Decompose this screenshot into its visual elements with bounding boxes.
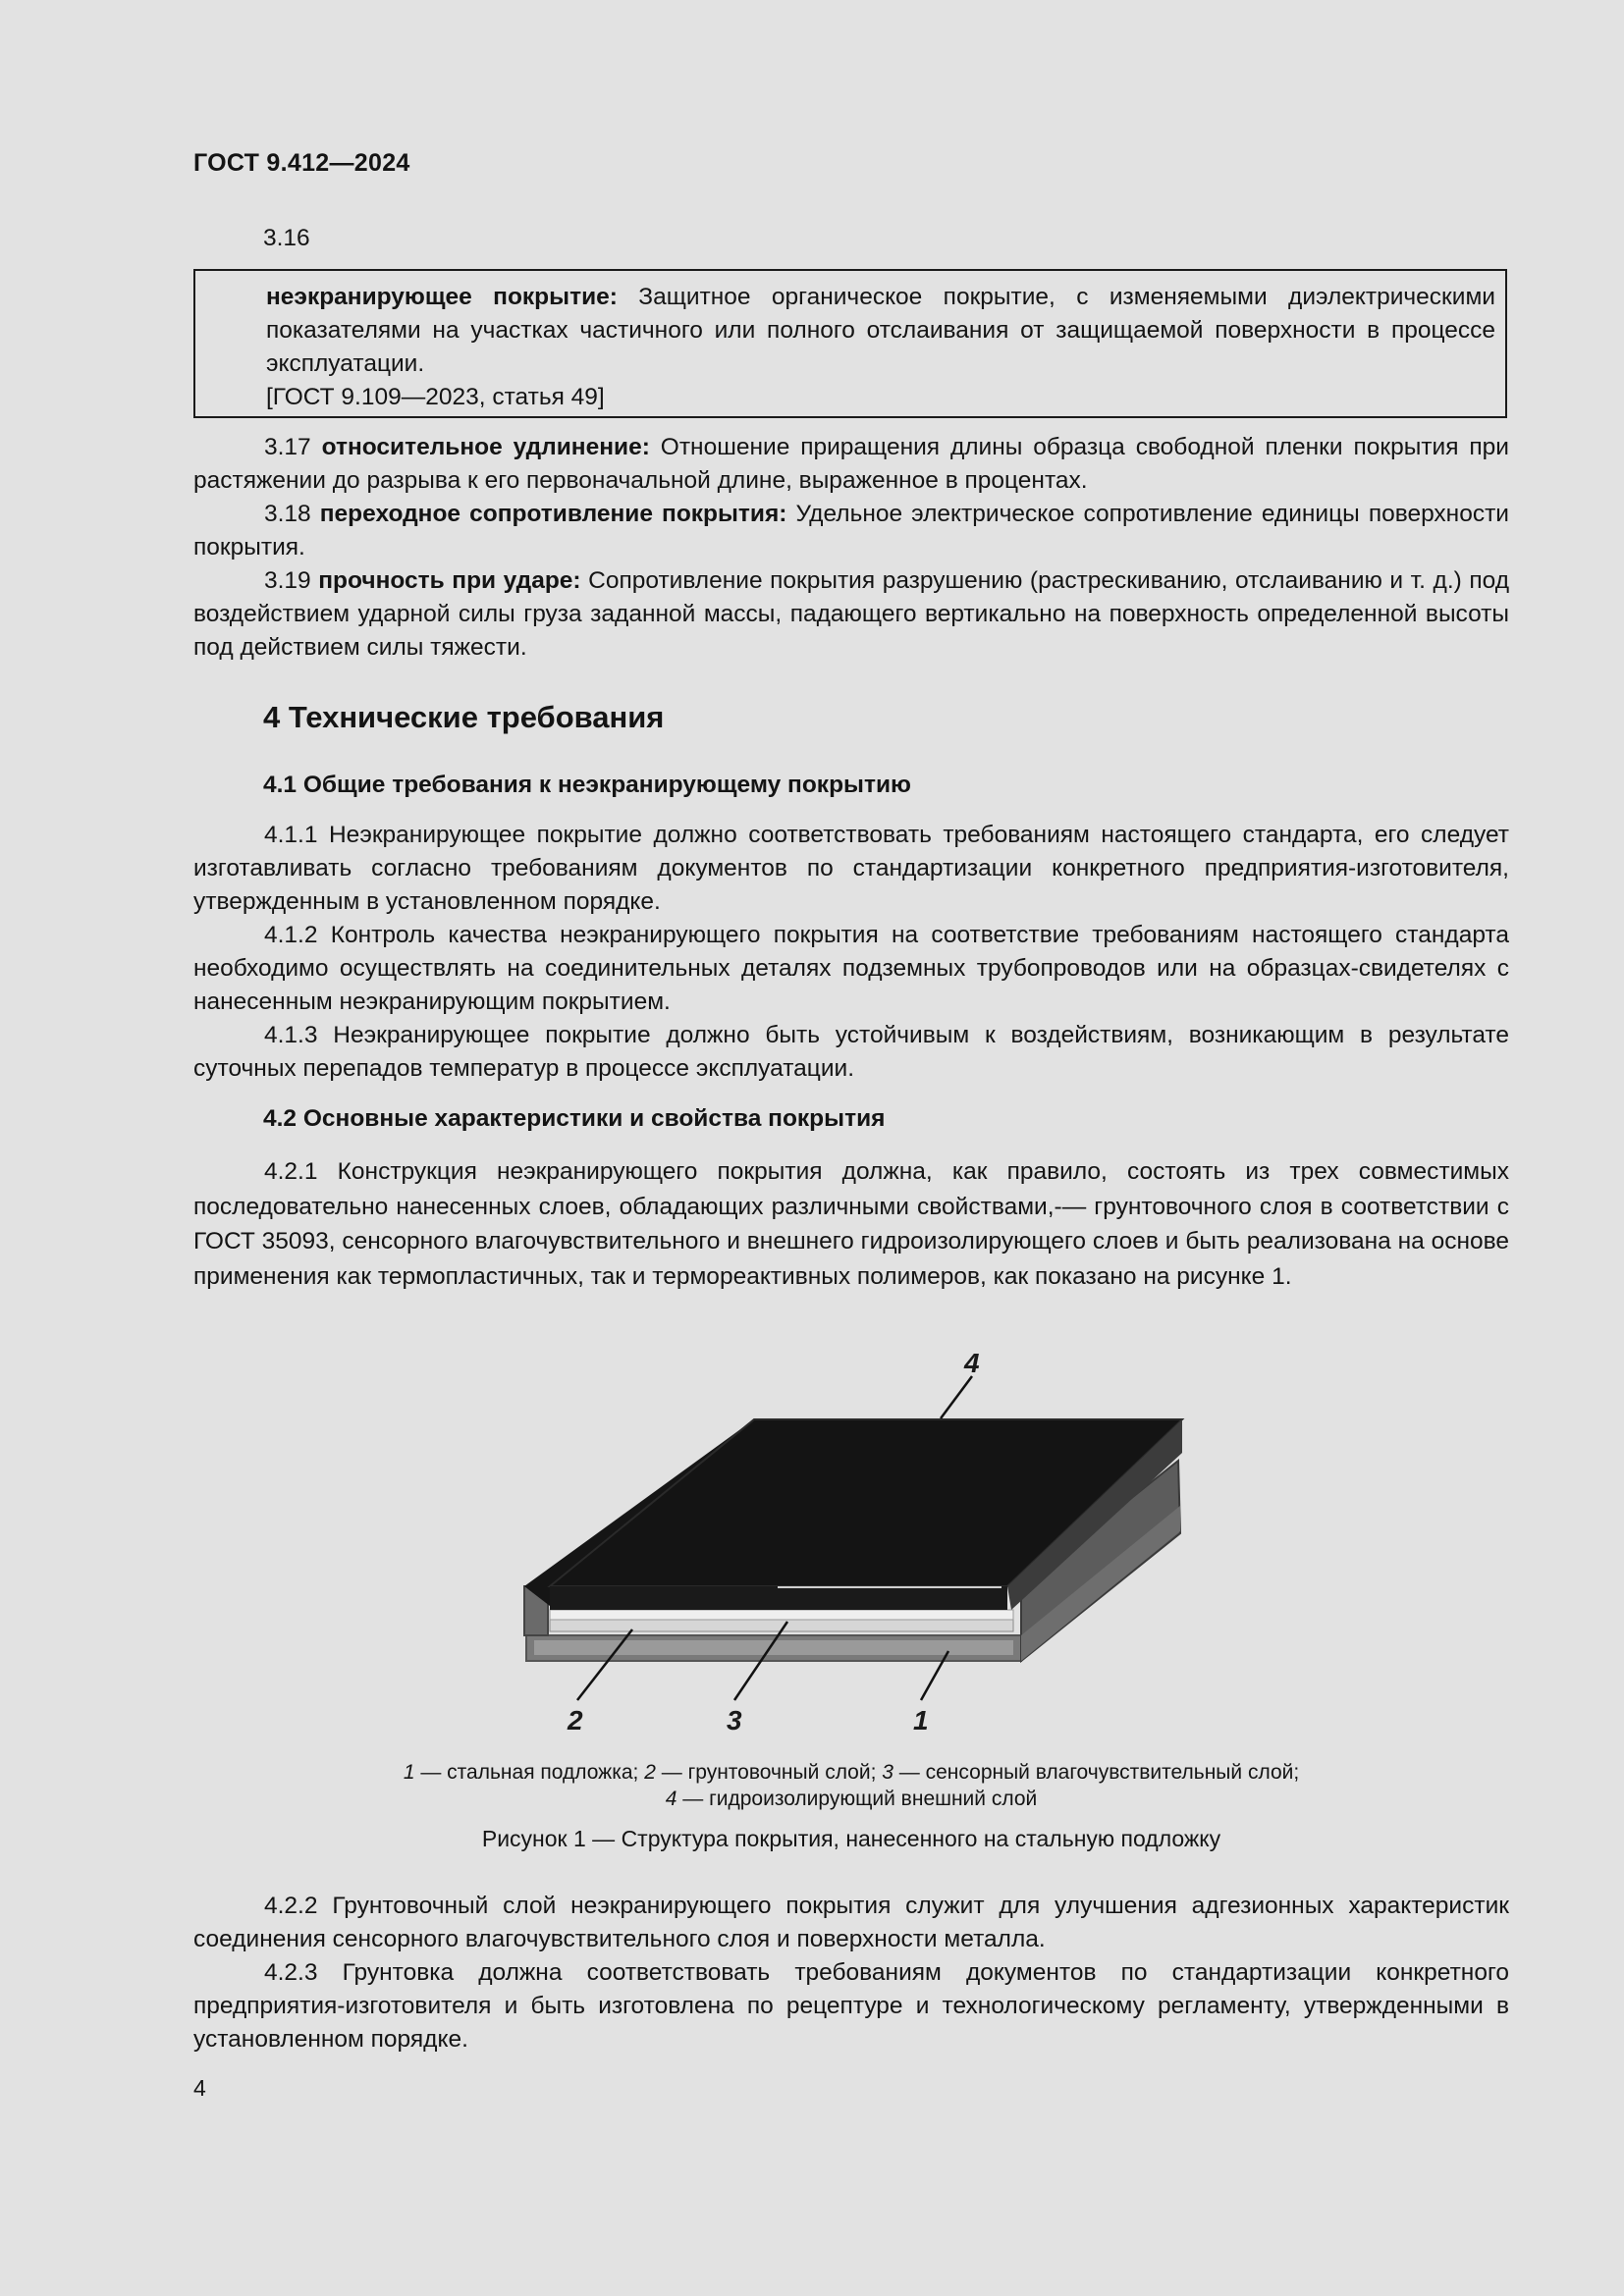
term-number-3-16: 3.16	[263, 225, 310, 251]
subsection-4-2-heading: 4.2 Основные характеристики и свойства покрытия	[263, 1105, 886, 1132]
term-3-18: 3.18 переходное сопротивление покрытия: Удельное электрическое сопротивление единицы поверхности покрытия.	[193, 501, 1509, 561]
subsection-4-2-body-continued	[193, 1890, 1509, 2056]
leader-line-4	[941, 1376, 972, 1418]
figure-key-line-1: 1 — стальная подложка; 2 — грунтовочный слой; 3 — сенсорный влагочувствительный слой;	[403, 1761, 1300, 1784]
term-3-16-name: неэкранирующее покрытие:	[266, 284, 618, 310]
figure-caption: Рисунок 1 — Структура покрытия, нанесенного на стальную подложку	[481, 1826, 1221, 1851]
page-number: 4	[193, 2075, 206, 2101]
sensor-layer	[550, 1610, 1013, 1620]
para-4-2-2: 4.2.2 Грунтовочный слой неэкранирующего покрытия служит для улучшения адгезионных характеристик соединения сенсорного влагочувствительного слоя и поверхности металла.	[193, 1893, 1509, 1952]
term-3-19: 3.19 прочность при ударе: Сопротивление покрытия разрушению (растрескиванию, отслаиванию и т. д.) под воздействием ударной силы груза заданной массы, падающего вертикально на поверхность определенной высоты под действием силы тяжести.	[193, 567, 1509, 661]
coating-structure-figure	[491, 1345, 1237, 1757]
figure-label-3: 3	[727, 1705, 742, 1735]
term-3-17: 3.17 относительное удлинение: Отношение приращения длины образца свободной пленки покрытия при растяжении до разрыва к его первоначальной длине, выраженное в процентах.	[193, 434, 1509, 494]
subsection-4-1-heading: 4.1 Общие требования к неэкранирующему покрытию	[263, 772, 911, 798]
terms-list	[193, 431, 1509, 665]
para-4-2-1: 4.2.1 Конструкция неэкранирующего покрытия должна, как правило, состоять из трех совместимых последовательно нанесенных слоев, обладающих различными свойствами,-— грунтовочного слоя в соответствии с ГОСТ 35093, сенсорного влагочувствительного и внешнего гидроизолирующего слоев и быть реализована на основе применения как термопластичных, так и термореактивных полимеров, как показано на рисунке 1.	[193, 1158, 1509, 1290]
figure-label-4: 4	[964, 1348, 980, 1378]
document-code: ГОСТ 9.412—2024	[193, 149, 410, 177]
para-4-1-1: 4.1.1 Неэкранирующее покрытие должно соответствовать требованиям настоящего стандарта, его следует изготавливать согласно требованиям документов по стандартизации конкретного предприятия-изготовителя, утвержденным в установленном порядке.	[193, 822, 1509, 915]
para-4-2-3: 4.2.3 Грунтовка должна соответствовать требованиям документов по стандартизации конкретного предприятия-изготовителя и быть изготовлена по рецептуре и технологическому регламенту, утвержденными в установленном порядке.	[193, 1959, 1509, 2053]
figure-label-1: 1	[913, 1705, 929, 1735]
figure-key-line-2: 4 — гидроизолирующий внешний слой	[665, 1788, 1038, 1810]
para-4-1-3: 4.1.3 Неэкранирующее покрытие должно быть устойчивым к воздействиям, возникающим в результате суточных перепадов температур в процессе эксплуатации.	[193, 1022, 1509, 1082]
outer-layer-front-edge	[550, 1586, 1007, 1610]
term-definition-box	[193, 269, 1507, 418]
term-3-16-definition: Защитное органическое покрытие, с изменяемыми диэлектрическими показателями на участках частичного или полного отслаивания от защищаемой поверхности в процессе эксплуатации.	[266, 284, 1495, 377]
term-3-16	[205, 281, 1495, 381]
subsection-4-1-body	[193, 819, 1509, 1086]
subsection-4-2-body	[193, 1154, 1509, 1294]
para-4-1-2: 4.1.2 Контроль качества неэкранирующего покрытия на соответствие требованиям настоящего стандарта необходимо осуществлять на соединительных деталях подземных трубопроводов или на образцах-свидетелях с нанесенным неэкранирующим покрытием.	[193, 922, 1509, 1015]
figure-label-2: 2	[568, 1705, 583, 1735]
section-4-heading: 4 Технические требования	[263, 700, 665, 734]
term-3-16-source: [ГОСТ 9.109—2023, статья 49]	[266, 384, 605, 410]
